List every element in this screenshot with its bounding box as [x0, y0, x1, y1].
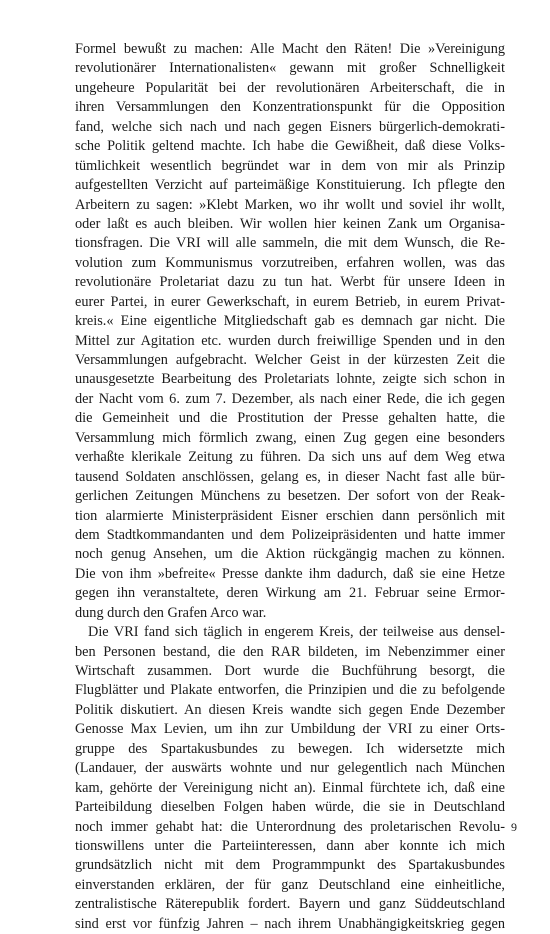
text-line: volution zum Kommunismus vorzutreiben, erfahren wollen, was das	[75, 254, 505, 271]
text-line: ungeheure Popularität bei der revolutionären Arbeiterschaft, die in	[75, 79, 505, 96]
text-line: unausgesetzte Bearbeitung des Proletariats lohnte, zeigte sich schon in	[75, 371, 505, 388]
text-line: Politik diskutiert. An diesen Kreis wandte sich gegen Ende Dezember	[75, 701, 505, 718]
text-line: tausend Soldaten anschlössen, gelang es, in dieser Nacht fast alle bür-	[75, 468, 505, 485]
text-line: dem Stadtkommandanten und dem Polizeipräsidenten und hatte immer	[75, 526, 505, 543]
text-line: Genosse Max Levien, um ihn zur Umbildung der VRI zu einer Orts-	[75, 721, 505, 738]
text-line: tionswillens unter die Parteiinteressen, dann aber konnte ich mich	[75, 837, 505, 854]
text-line: noch genug Ansehen, um die Aktion rückgängig machen zu können.	[75, 546, 505, 563]
text-line: fand, welche sich nach und nach gegen Eisners bürgerlich-demokrati-	[75, 118, 505, 135]
text-line: revolutionäre Proletariat dazu zu tun hat. Werbt für unsere Ideen in	[75, 274, 505, 291]
text-line: gruppe des Spartakusbundes zu bewegen. Ich widersetzte mich	[75, 740, 505, 757]
text-line: (Landauer, der auswärts wohnte und nur gelegentlich nach München	[75, 760, 505, 777]
text-line: die Gemeinheit und die Prostitution der Presse gehalten hatte, die	[75, 410, 505, 427]
text-line: Formel bewußt zu machen: Alle Macht den Räten! Die »Vereinigung	[75, 41, 505, 57]
text-line: der Nacht vom 6. zum 7. Dezember, als nach einer Rede, die ich gegen	[75, 390, 505, 407]
text-line: gerlichen Zeitungen Münchens zu besetzen. Der sofort von der Reak-	[75, 488, 505, 505]
text-line: Die von ihm »befreite« Presse dankte ihm dadurch, daß sie eine Hetze	[75, 565, 505, 582]
text-line: oder laßt es auch bleiben. Wir wollen hier keinen Zank um Organisa-	[75, 215, 505, 232]
text-line: revolutionärer Internationalisten« gewann mit großer Schnelligkeit	[75, 60, 505, 77]
text-line: verhaßte klerikale Zeitung zu führen. Da sich uns auf dem Weg etwa	[75, 449, 505, 466]
text-line: einverstanden erklären, der für ganz Deutschland eine einheitliche,	[75, 876, 505, 893]
text-line: tionsfragen. Die VRI will alle sammeln, die mit dem Wunsch, die Re-	[75, 235, 505, 252]
text-line: eurer Partei, in eurer Gewerkschaft, in eurem Betrieb, in eurem Privat-	[75, 293, 505, 310]
text-line: tümlichkeit wesentlich begründet war in dem von mir als Prinzip	[75, 157, 505, 174]
text-line: noch immer gehabt hat: die Unterordnung des proletarischen Revolu-	[75, 818, 505, 835]
text-line: Wirtschaft zusammen. Dort wurde die Buchführung besorgt, die	[75, 663, 505, 679]
text-line: Arbeitern zu sagen: »Klebt Marken, wo ihr wollt und soviel ihr wollt,	[75, 196, 505, 213]
text-line: gegen ihn veranstaltete, deren Wirkung am 21. Februar seine Ermor-	[75, 585, 505, 602]
text-line: kam, gehörte der Vereinigung nicht an). Einmal fürchtete ich, daß eine	[75, 779, 505, 796]
text-line: tion alarmierte Ministerpräsident Eisner erschien dann persönlich mit	[75, 507, 505, 524]
text-line: sind erst vor fünfzig Jahren – nach ihrem Unabhängigkeitskrieg gegen	[75, 915, 505, 932]
body-text	[75, 40, 505, 934]
paragraph-first-line: Die VRI fand sich täglich in engerem Kreis, der teilweise aus densel-	[88, 624, 505, 641]
text-line: sche Politik geltend machte. Ich habe die Gewißheit, daß diese Volks-	[75, 138, 505, 155]
text-line: kreis.« Eine eigentliche Mitgliedschaft gab es demnach gar nicht. Die	[75, 313, 505, 330]
text-line: grundsätzlich nicht mit dem Programmpunkt des Spartakusbundes	[75, 857, 505, 874]
text-line: Versammlung mich förmlich zwang, einen Zug gegen eine besonders	[75, 429, 505, 446]
text-line: Mittel zur Agitation etc. wurden durch freiwillige Spenden und in den	[75, 332, 505, 349]
text-line: aufgestellten Verzicht auf parteimäßige Konstituierung. Ich pflegte den	[75, 177, 505, 194]
paragraph-last-line: dung durch den Grafen Arco war.	[75, 604, 267, 621]
text-line: ihren Versammlungen den Konzentrationspunkt für die Opposition	[75, 99, 505, 116]
text-line: Parteibildung dieselben Folgen haben würde, die sie in Deutschland	[75, 799, 505, 816]
text-line: Flugblätter und Plakate entworfen, die Prinzipien und die zu befolgende	[75, 682, 505, 699]
text-line: Versammlungen aufgebracht. Welcher Geist in der kürzesten Zeit die	[75, 352, 505, 368]
text-line: zentralistische Räterepublik fordert. Bayern und ganz Süddeutschland	[75, 896, 505, 913]
text-line: ben Personen bestand, die den RAR bildeten, im Nebenzimmer einer	[75, 643, 505, 660]
page-number: 9	[511, 820, 517, 834]
